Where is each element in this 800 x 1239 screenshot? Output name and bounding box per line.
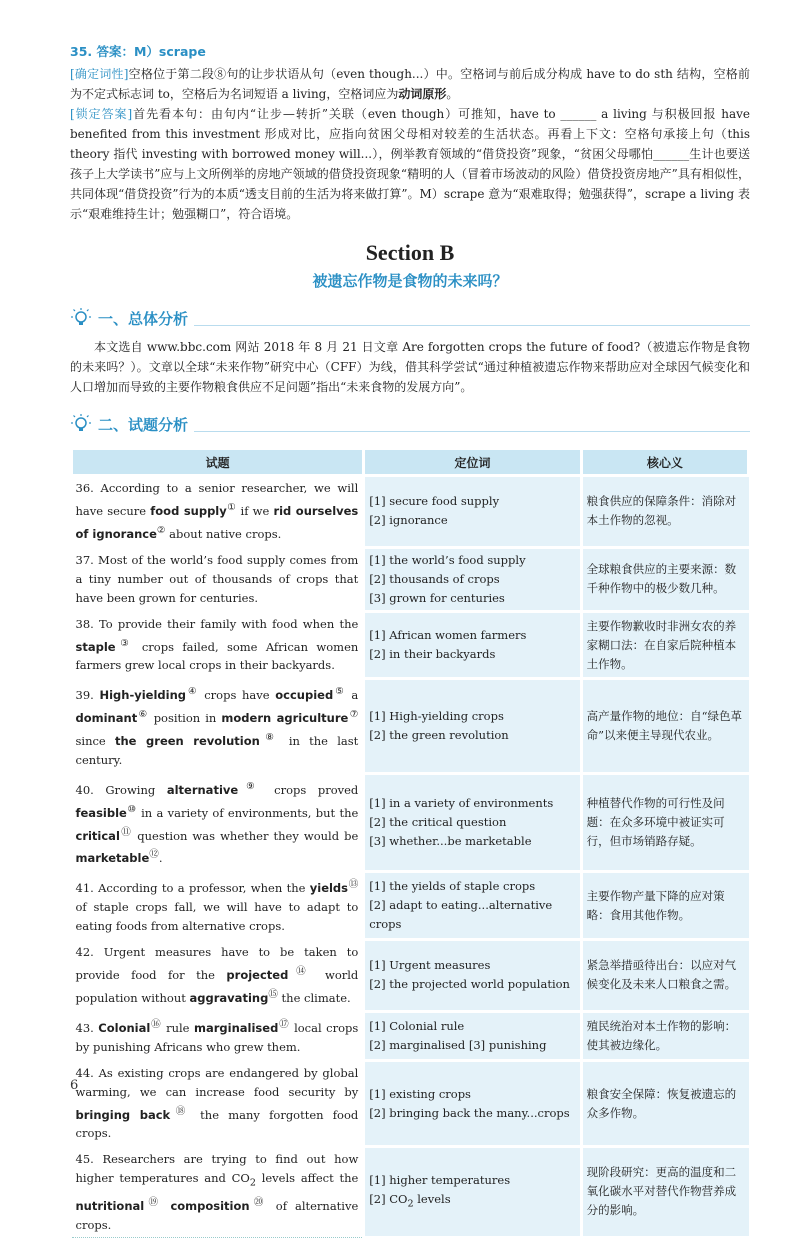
question-cell: 44. As existing crops are endangered by global warming, we can increase food security by bringing back⑱ the many forgotten food crops. [72,1060,364,1147]
question-cell: 40. Growing alternative⑨ crops proved feasible⑩ in a variety of environments, but the critical⑪ question was whether they would be marketable⑫. [72,773,364,871]
page-number: 6 [70,1078,79,1093]
table-row [72,872,749,940]
core-meaning-cell: 高产量作物的地位：自“绿色革命”以来便主导现代农业。 [581,679,748,773]
column-header-locator: 定位词 [364,449,581,476]
locator-cell: [1] existing crops [2] bringing back the many...crops [364,1060,581,1147]
question-cell: 45. Researchers are trying to find out how higher temperatures and $CO_2$ levels affect the nutritional⑲ composition⑳ of alternative crops. [72,1147,364,1237]
core-meaning-cell: 现阶段研究：更高的温度和二氧化碳水平对替代作物营养成分的影响。 [581,1147,748,1237]
question-cell: 37. Most of the world’s food supply comes from a tiny number out of thousands of crops that have been grown for centuries. [72,547,364,611]
question-cell: 36. According to a senior researcher, we will have secure food supply① if we rid ourselves of ignorance② about native crops. [72,476,364,548]
core-meaning-cell: 紧急举措亟待出台：以应对气候变化及未来人口粮食之需。 [581,940,748,1012]
overall-analysis-text: 本文选自 www.bbc.com 网站 2018 年 8 月 21 日文章 Are forgotten crops the future of food?（被遗忘作物是食物的未来吗？）。文章以全球“未来作物”研究中心（CFF）为线，借其科学尝试“通过种植被遗忘作物来帮助应对全球因气候变化和人口增加而导致的主要作物粮食供应不足问题”指出“未来食物的发展方向”。 [70,340,750,394]
page-content [70,42,750,1239]
column-header-core: 核心义 [581,449,748,476]
question-analysis-heading: 二、试题分析 [70,411,750,437]
answer-heading: 35. 答案：M）scrape [70,44,206,59]
core-meaning-cell: 主要作物产量下降的应对策略：食用其他作物。 [581,872,748,940]
table-row [72,679,749,773]
locator-cell: [1] higher temperatures [2] $CO_2$ levels [364,1147,581,1237]
core-meaning-cell: 全球粮食供应的主要来源：数千种作物中的极少数几种。 [581,547,748,611]
core-meaning-cell: 粮食供应的保障条件：消除对本土作物的忽视。 [581,476,748,548]
lightbulb-icon [70,413,92,435]
lightbulb-icon [70,307,92,329]
core-meaning-cell: 种植替代作物的可行性及问题：在众多环境中被证实可行，但市场销路存疑。 [581,773,748,871]
lock-answer-tag: [锁定答案] [70,107,133,121]
question-cell: 42. Urgent measures have to be taken to provide food for the projected⑭ world population without aggravating⑮ the climate. [72,940,364,1012]
core-meaning-cell: 主要作物歉收时非洲女农的养家糊口法：在自家后院种植本土作物。 [581,611,748,679]
table-row [72,940,749,1012]
column-header-question: 试题 [72,449,364,476]
question-analysis-table [70,447,750,1239]
section-subtitle: 被遗忘作物是食物的未来吗？ [312,272,508,290]
table-row [72,1011,749,1060]
locator-cell: [1] in a variety of environments [2] the critical question [3] whether...be marketable [364,773,581,871]
locator-cell: [1] the world’s food supply [2] thousands of crops [3] grown for centuries [364,547,581,611]
core-meaning-cell: 粮食安全保障：恢复被遗忘的众多作物。 [581,1060,748,1147]
question-cell: 39. High-yielding④ crops have occupied⑤ a dominant⑥ position in modern agriculture⑦ since the green revolution⑧ in the last century. [72,679,364,773]
table-row [72,773,749,871]
table-row [72,1147,749,1237]
locator-cell: [1] the yields of staple crops [2] adapt to eating...alternative crops [364,872,581,940]
answer-paragraph-1: [确定词性]空格位于第二段⑧句的让步状语从句（even though...）中。空格词与前后成分构成 have to do sth 结构，空格前为不定式标志词 to，空格后为名词短语 a living，空格词应为动词原形。 [70,67,750,101]
locator-cell: [1] High-yielding crops [2] the green revolution [364,679,581,773]
table-row [72,547,749,611]
table-row [72,476,749,548]
overall-analysis-heading: 一、总体分析 [70,305,750,331]
question-cell: 38. To provide their family with food when the staple③ crops failed, some African women farmers grew local crops in their backyards. [72,611,364,679]
answer-paragraph-2: [锁定答案]首先看本句：由句内“让步—转折”关联（even though）可推知，have to ______ a living 与积极回报 have benefited from this investment 形成对比，应指向贫困父母相对较差的生活状态。再看上下文：空格句承接上句（this theory 指代 investing with borrowed money will...），例举教育领域的“借贷投资”现象，“贫困父母哪怕______生计也要送孩子上大学读书”应与上文所例举的房地产领域的借贷投资现象“精明的人（冒着市场波动的风险）借贷投资房地产”具有相似性，共同体现“借贷投资”行为的本质“透支目前的生活为将来做打算”。M）scrape 意为“艰难取得；勉强获得”，scrape a living 表示“艰难维持生计；勉强糊口”，符合语境。 [70,107,750,221]
determine-pos-tag: [确定词性] [70,67,129,81]
locator-cell: [1] secure food supply [2] ignorance [364,476,581,548]
table-row [72,611,749,679]
locator-cell: [1] Urgent measures [2] the projected world population [364,940,581,1012]
table-row [72,1060,749,1147]
question-cell: 41. According to a professor, when the yields⑬ of staple crops fall, we will have to adapt to eating foods from alternative crops. [72,872,364,940]
locator-cell: [1] African women farmers [2] in their backyards [364,611,581,679]
question-cell: 43. Colonial⑯ rule marginalised⑰ local crops by punishing Africans who grew them. [72,1011,364,1060]
section-title: Section B [365,240,455,265]
core-meaning-cell: 殖民统治对本土作物的影响：使其被边缘化。 [581,1011,748,1060]
locator-cell: [1] Colonial rule [2] marginalised [3] punishing [364,1011,581,1060]
